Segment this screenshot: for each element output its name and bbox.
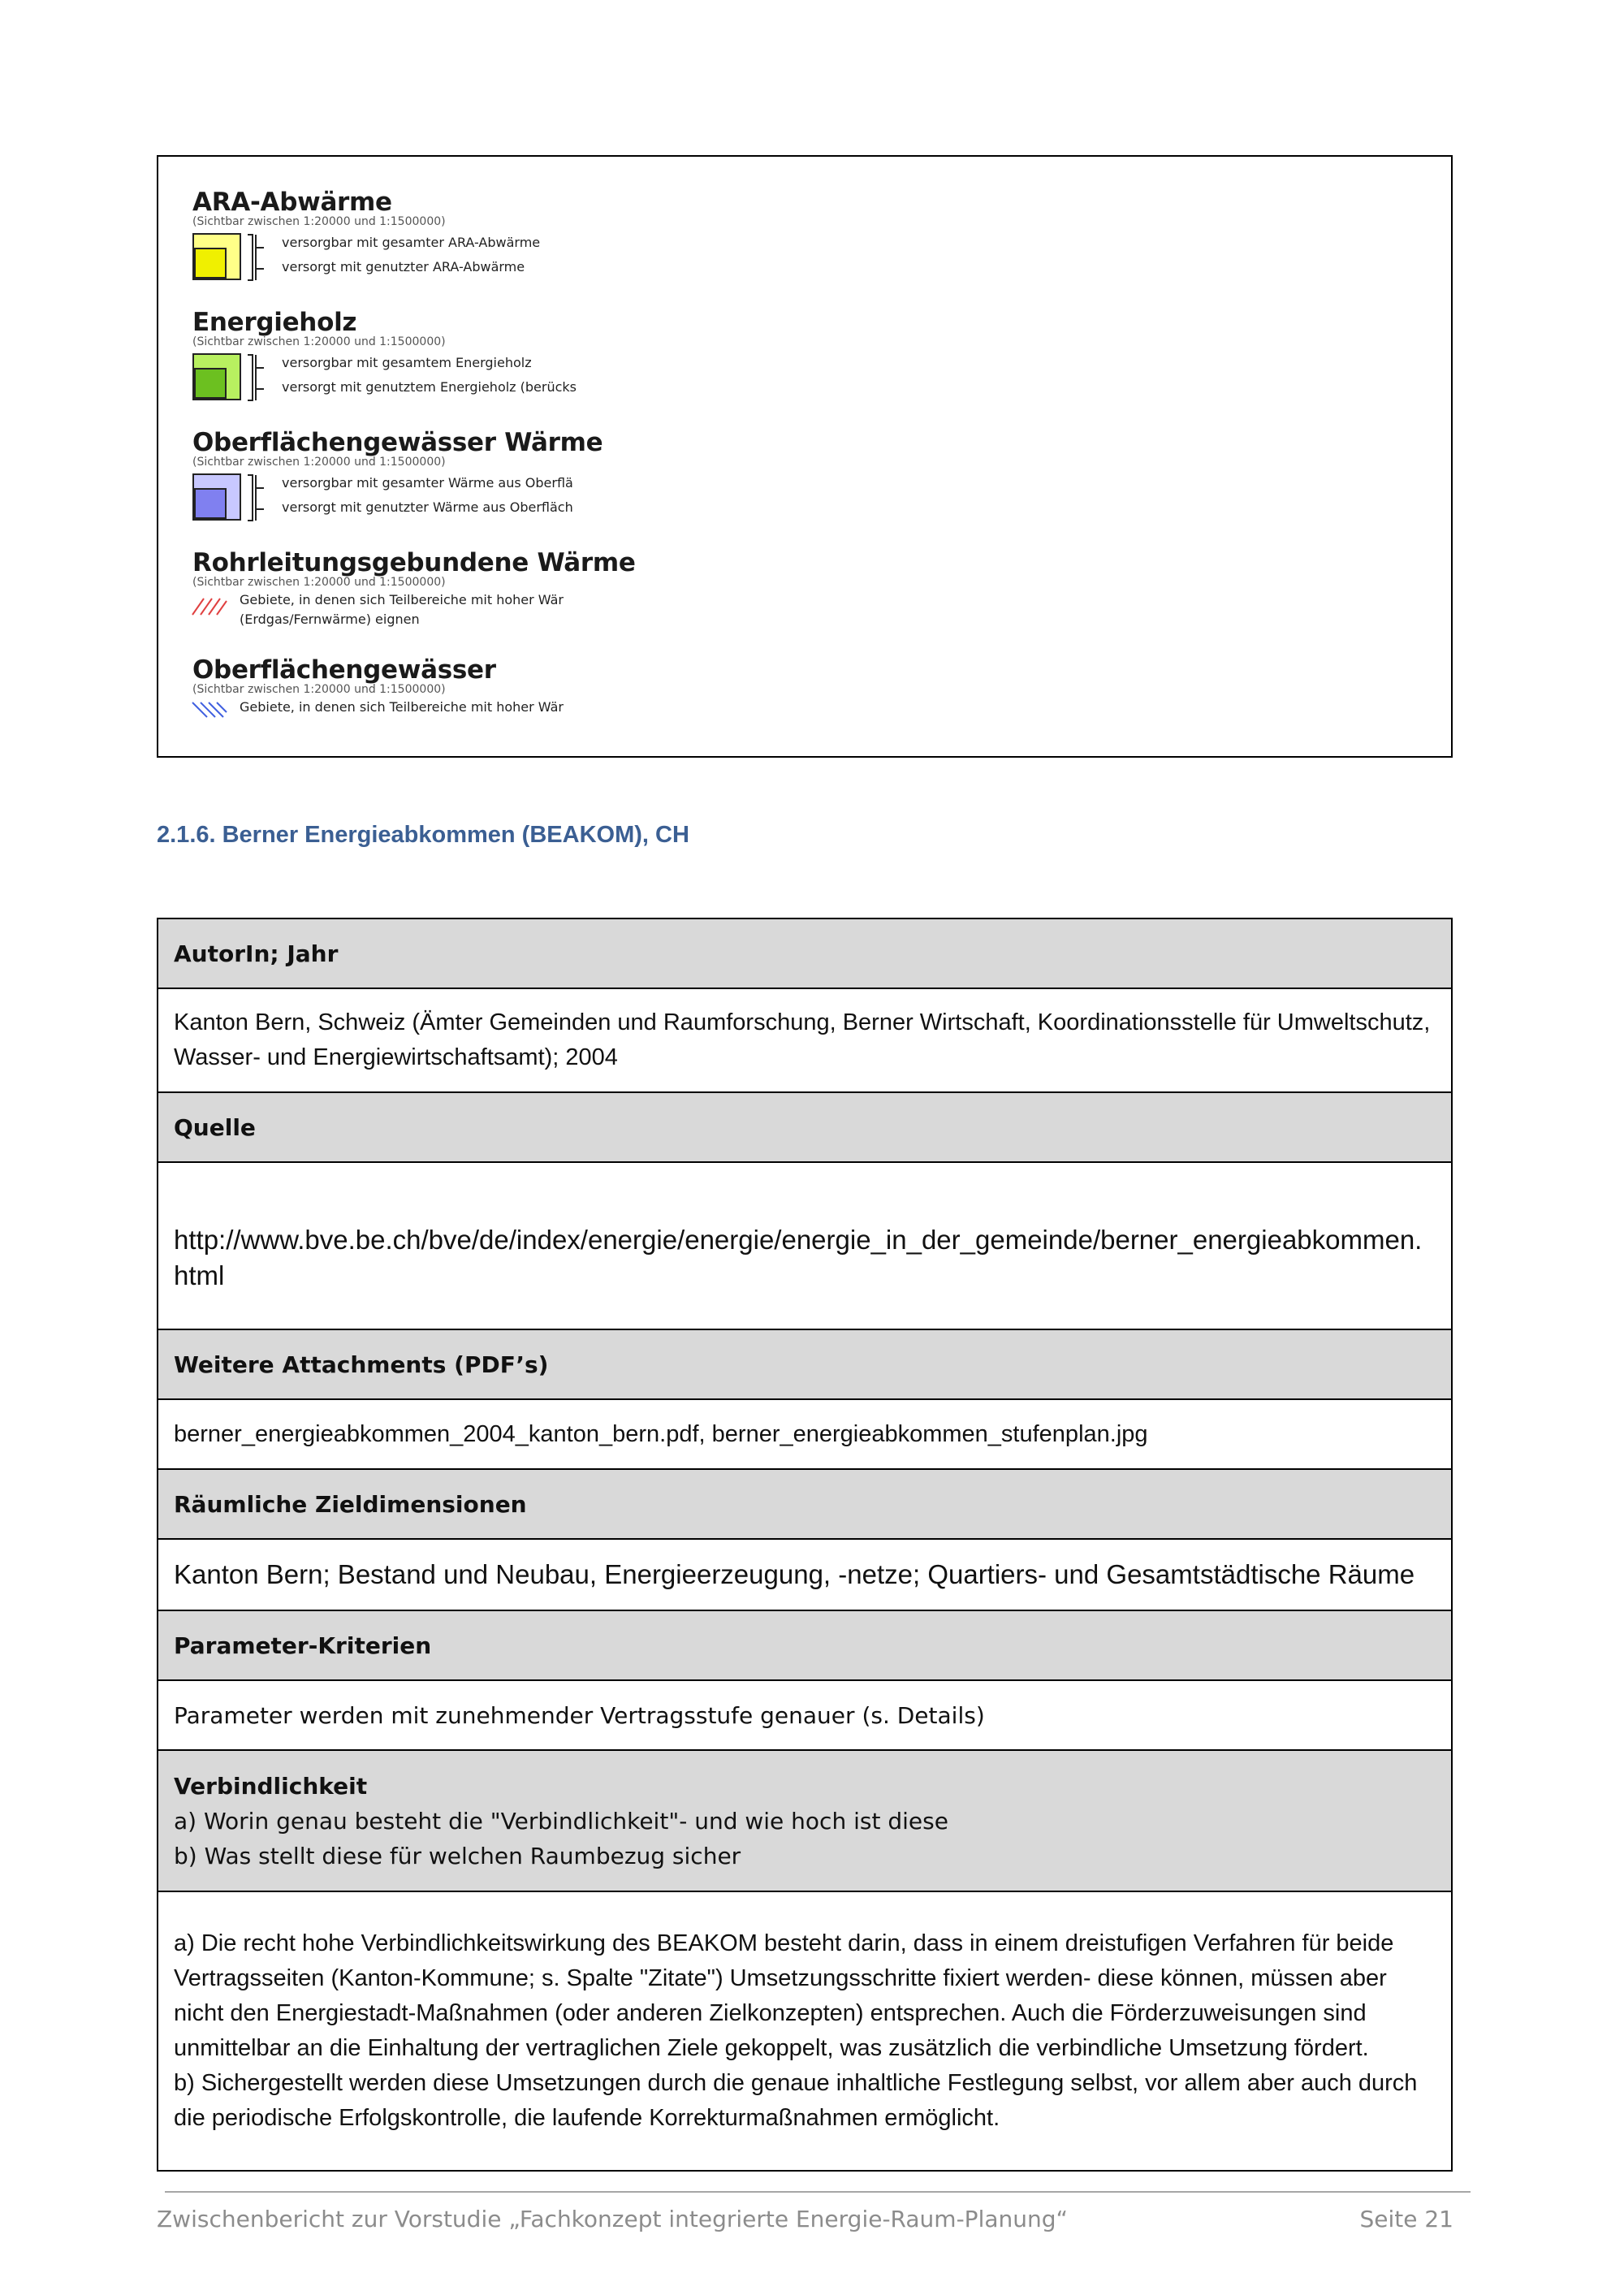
legend-group-oberflaechengewaesser-waerme: [192, 428, 615, 515]
table-row: [158, 1399, 1452, 1469]
brace-icon: [246, 473, 264, 522]
source-url[interactable]: http://www.bve.be.ch/bve/de/index/energie/energie/energie_in_der_gemeinde/berner_energieabkommen.html: [158, 1162, 1452, 1329]
table-row: [158, 988, 1452, 1092]
legend-scale: (Sichtbar zwischen 1:20000 und 1:1500000): [192, 456, 446, 469]
spatial-label: Räumliche Zieldimensionen: [158, 1469, 1452, 1539]
table-row: [158, 1539, 1452, 1610]
table-row: [158, 1162, 1452, 1329]
legend: [192, 188, 636, 732]
legend-row: versorgt mit genutzter ARA-Abwärme: [282, 259, 525, 274]
footer-title: Zwischenbericht zur Vorstudie „Fachkonzept integrierte Energie-Raum-Planung“: [157, 2206, 1069, 2232]
attachments-value: berner_energieabkommen_2004_kanton_bern.pdf, berner_energieabkommen_stufenplan.jpg: [158, 1399, 1452, 1469]
table-row: [158, 1469, 1452, 1539]
table-row: [158, 1610, 1452, 1680]
swatch-supplyable: [192, 233, 241, 280]
params-value: Parameter werden mit zunehmender Vertragsstufe genauer (s. Details): [158, 1680, 1452, 1750]
legend-group-energieholz: [192, 308, 615, 395]
source-label: Quelle: [158, 1092, 1452, 1162]
binding-answer-b: b) Sichergestellt werden diese Umsetzungen durch die genaue inhaltliche Festlegung selbst, vor allem aber auch durch die periodische Erfolgskontrolle, die laufende Korrekturmaßnahmen ermöglicht.: [174, 2070, 1418, 2131]
attachments-label: Weitere Attachments (PDF’s): [158, 1329, 1452, 1399]
swatch-supplied: [194, 248, 227, 279]
brace-icon: [246, 233, 264, 282]
page-number: Seite 21: [1359, 2206, 1453, 2232]
legend-row: Gebiete, in denen sich Teilbereiche mit hoher Wär: [240, 699, 564, 715]
table-row: [158, 1092, 1452, 1162]
legend-title: Oberflächengewässer Wärme: [192, 428, 603, 457]
legend-group-oberflaechengewaesser: [192, 655, 615, 715]
table-row: [158, 1750, 1452, 1891]
legend-group-rohrleitungsgebundene-waerme: [192, 548, 636, 627]
table-row: [158, 918, 1452, 988]
blue-hatch-icon: [192, 699, 227, 720]
table-row: [158, 1891, 1452, 2171]
binding-header-cell: [158, 1750, 1452, 1891]
params-label: Parameter-Kriterien: [158, 1610, 1452, 1680]
brace-icon: [246, 353, 264, 402]
map-legend-figure: [157, 155, 1453, 758]
legend-scale: (Sichtbar zwischen 1:20000 und 1:1500000): [192, 215, 446, 228]
legend-row: versorgbar mit gesamtem Energieholz: [282, 355, 532, 370]
binding-label: Verbindlichkeit: [174, 1772, 368, 1800]
author-label: AutorIn; Jahr: [158, 918, 1452, 988]
author-value: Kanton Bern, Schweiz (Ämter Gemeinden und Raumforschung, Berner Wirtschaft, Koordinationsstelle für Umweltschutz, Wasser- und Energiewirtschaftsamt); 2004: [158, 988, 1452, 1092]
legend-title: Oberflächengewässer: [192, 655, 496, 685]
info-table: [157, 918, 1453, 2172]
legend-row: versorgbar mit gesamter Wärme aus Oberflä: [282, 475, 573, 491]
swatch-supplied: [194, 368, 227, 399]
binding-question-a: a) Worin genau besteht die "Verbindlichkeit"- und wie hoch ist diese: [174, 1807, 948, 1835]
legend-scale: (Sichtbar zwischen 1:20000 und 1:1500000): [192, 335, 446, 348]
swatch-supplied: [194, 488, 227, 519]
binding-question-b: b) Was stellt diese für welchen Raumbezug sicher: [174, 1842, 741, 1869]
legend-row: (Erdgas/Fernwärme) eignen: [240, 612, 420, 627]
legend-title: ARA-Abwärme: [192, 188, 392, 217]
swatch-supplyable: [192, 473, 241, 521]
table-row: [158, 1329, 1452, 1399]
legend-group-ara: [192, 188, 615, 274]
binding-answer-a: a) Die recht hohe Verbindlichkeitswirkung des BEAKOM besteht darin, dass in einem dreistufigen Verfahren für beide Vertragsseiten (Kanton-Kommune; s. Spalte "Zitate") Umsetzungsschritte fixiert werden- diese können, müssen aber nicht den Energiestadt-Maßnahmen (oder anderen Zielkonzepten) entsprechen. Auch die Förderzuweisungen sind unmittelbar an die Einhaltung der vertraglichen Ziele gekoppelt, was zusätzlich die verbindliche Umsetzung fördert.: [174, 1930, 1394, 2061]
red-hatch-icon: [192, 594, 227, 615]
legend-row: Gebiete, in denen sich Teilbereiche mit hoher Wär: [240, 592, 564, 607]
legend-scale: (Sichtbar zwischen 1:20000 und 1:1500000): [192, 576, 446, 589]
section-heading: 2.1.6. Berner Energieabkommen (BEAKOM), CH: [157, 822, 689, 848]
table-row: [158, 1680, 1452, 1750]
binding-value-cell: [158, 1891, 1452, 2171]
legend-title: Rohrleitungsgebundene Wärme: [192, 548, 636, 577]
legend-scale: (Sichtbar zwischen 1:20000 und 1:1500000): [192, 683, 446, 696]
legend-row: versorgt mit genutzter Wärme aus Oberfläch: [282, 499, 573, 515]
spatial-value: Kanton Bern; Bestand und Neubau, Energieerzeugung, -netze; Quartiers- und Gesamtstädtische Räume: [158, 1539, 1452, 1610]
legend-title: Energieholz: [192, 308, 357, 337]
swatch-supplyable: [192, 353, 241, 400]
footer-divider: [165, 2191, 1471, 2193]
legend-row: versorgt mit genutztem Energieholz (berücks: [282, 379, 577, 395]
legend-row: versorgbar mit gesamter ARA-Abwärme: [282, 235, 541, 250]
